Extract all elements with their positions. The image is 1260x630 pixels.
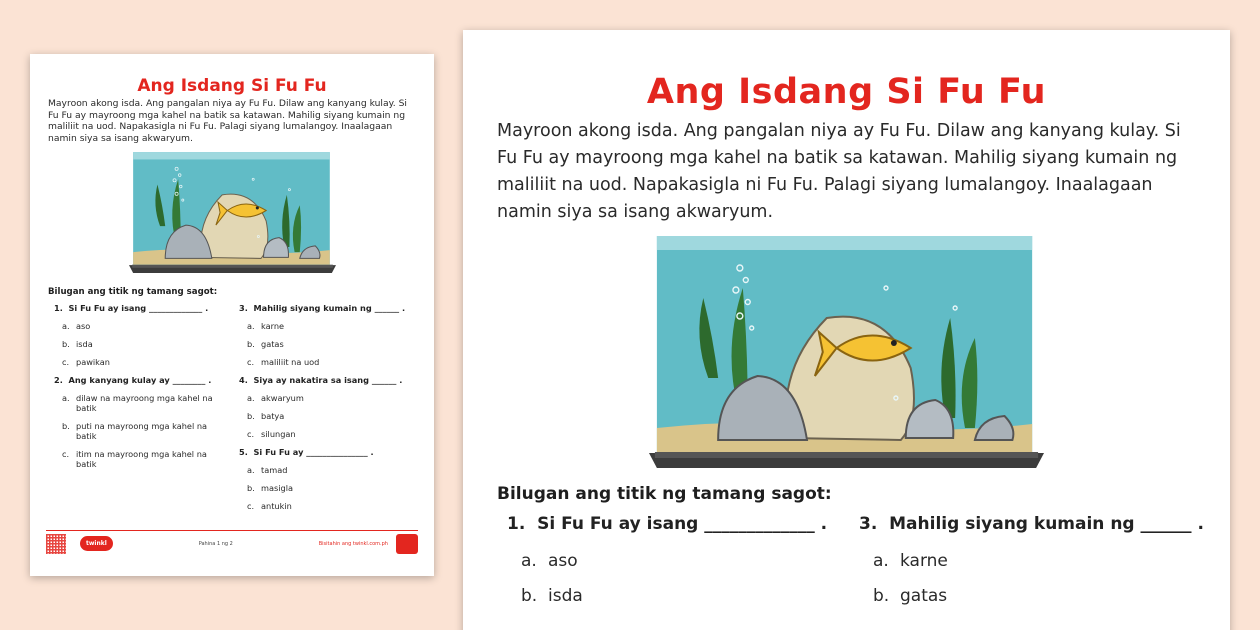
question-5 xyxy=(239,447,419,511)
choice-c[interactable] xyxy=(62,449,239,469)
choice-b[interactable] xyxy=(62,339,239,349)
choice-b[interactable] xyxy=(247,411,419,421)
questions-column-left xyxy=(54,303,239,519)
question-text: Si Fu Fu ay _______________ . xyxy=(253,447,374,458)
aquarium-image xyxy=(649,228,1044,468)
question-text: Ang kanyang kulay ay ________ . xyxy=(68,375,212,386)
worksheet-thumbnail xyxy=(30,54,434,576)
question-1 xyxy=(507,514,859,606)
question-text: Si Fu Fu ay isang _____________ . xyxy=(68,303,209,314)
choice-letter: b. xyxy=(873,586,890,606)
choice-letter: a. xyxy=(873,551,889,571)
choice-text: gatas xyxy=(261,339,284,350)
question-number: 1. xyxy=(54,303,63,314)
choice-text: antukin xyxy=(261,501,292,512)
question-text: Mahilig siyang kumain ng ______ . xyxy=(253,303,406,314)
question-1 xyxy=(54,303,239,367)
choice-letter: b. xyxy=(247,339,255,350)
site-link[interactable]: Bisitahin ang twinkl.com.ph xyxy=(318,540,388,547)
question-number: 5. xyxy=(239,447,248,458)
question-3 xyxy=(859,514,1211,606)
worksheet-title: Ang Isdang Si Fu Fu xyxy=(137,76,327,96)
questions-grid xyxy=(507,514,1230,621)
choice-b[interactable] xyxy=(62,421,239,441)
choice-letter: c. xyxy=(62,357,70,368)
choice-letter: a. xyxy=(62,393,70,404)
questions-grid xyxy=(54,303,434,519)
instructions: Bilugan ang titik ng tamang sagot: xyxy=(497,484,832,504)
choice-a[interactable] xyxy=(521,551,859,571)
choice-text: karne xyxy=(261,321,285,332)
instructions: Bilugan ang titik ng tamang sagot: xyxy=(48,287,218,298)
question-number: 4. xyxy=(239,375,248,386)
choice-text: silungan xyxy=(261,429,296,440)
page-number: Pahina 1 ng 2 xyxy=(198,540,233,547)
question-3 xyxy=(239,303,419,367)
question-number: 2. xyxy=(54,375,63,386)
choice-b[interactable] xyxy=(247,483,419,493)
qr-code-icon xyxy=(46,534,66,554)
questions-column-right xyxy=(859,514,1211,621)
question-2 xyxy=(54,375,239,469)
choice-text: isda xyxy=(548,586,583,606)
choice-letter: a. xyxy=(521,551,537,571)
choice-text: batya xyxy=(261,411,285,422)
question-text: Siya ay nakatira sa isang ______ . xyxy=(253,375,403,386)
choice-a[interactable] xyxy=(247,393,419,403)
choice-letter: a. xyxy=(247,321,255,332)
worksheet-title: Ang Isdang Si Fu Fu xyxy=(646,72,1047,112)
choice-letter: a. xyxy=(247,465,255,476)
choice-text: puti na mayroong mga kahel na batik xyxy=(76,421,208,442)
choice-text: karne xyxy=(900,551,948,571)
choice-letter: c. xyxy=(247,501,255,512)
choice-a[interactable] xyxy=(62,393,239,413)
choice-letter: c. xyxy=(247,357,255,368)
choice-text: akwaryum xyxy=(261,393,304,404)
page-footer xyxy=(46,530,418,556)
question-number: 3. xyxy=(239,303,248,314)
choice-letter: c. xyxy=(247,429,255,440)
questions-column-left xyxy=(507,514,859,621)
worksheet-zoomed xyxy=(463,30,1230,630)
choice-a[interactable] xyxy=(62,321,239,331)
aquarium-illustration xyxy=(30,148,434,273)
twinkl-logo: twinkl xyxy=(80,536,113,551)
question-text: Si Fu Fu ay isang _____________ . xyxy=(537,514,828,534)
aquarium-illustration xyxy=(463,228,1230,468)
choice-letter: b. xyxy=(62,421,70,432)
choice-letter: b. xyxy=(247,483,255,494)
question-number: 3. xyxy=(859,514,878,534)
choice-letter: b. xyxy=(521,586,538,606)
choice-a[interactable] xyxy=(247,321,419,331)
choice-letter: a. xyxy=(62,321,70,332)
choice-text: gatas xyxy=(900,586,948,606)
choice-b[interactable] xyxy=(247,339,419,349)
question-4 xyxy=(239,375,419,439)
choice-letter: b. xyxy=(247,411,255,422)
choice-letter: a. xyxy=(247,393,255,404)
choice-text: dilaw na mayroong mga kahel na batik xyxy=(76,393,213,414)
question-number: 1. xyxy=(507,514,526,534)
choice-b[interactable] xyxy=(873,586,1211,606)
story-text: Mayroon akong isda. Ang pangalan niya ay Fu Fu. Dilaw ang kanyang kulay. Si Fu Fu ay mayroong mga kahel na batik sa katawan. Mahilig siyang kumain ng maliliit na uod. Napakasigla ni Fu Fu. Palagi siyang lumalangoy. Inaalagaan namin siya sa isang akwaryum. xyxy=(497,121,1181,222)
choice-c[interactable] xyxy=(247,357,419,367)
choice-c[interactable] xyxy=(62,357,239,367)
choice-b[interactable] xyxy=(521,586,859,606)
choice-text: isda xyxy=(76,339,93,350)
choice-a[interactable] xyxy=(247,465,419,475)
choice-c[interactable] xyxy=(247,429,419,439)
choice-letter: b. xyxy=(62,339,70,350)
question-text: Mahilig siyang kumain ng ______ . xyxy=(889,514,1204,534)
choice-letter: c. xyxy=(62,449,70,460)
aquarium-image xyxy=(129,148,336,273)
questions-column-right xyxy=(239,303,419,519)
choice-text: masigla xyxy=(261,483,294,494)
choice-text: pawikan xyxy=(76,357,110,368)
choice-text: tamad xyxy=(261,465,288,476)
badge-icon xyxy=(396,534,418,554)
choice-text: aso xyxy=(548,551,578,571)
choice-text: itim na mayroong mga kahel na batik xyxy=(76,449,207,470)
choice-c[interactable] xyxy=(247,501,419,511)
story-text: Mayroon akong isda. Ang pangalan niya ay Fu Fu. Dilaw ang kanyang kulay. Si Fu Fu ay mayroong mga kahel na batik sa katawan. Mahilig siyang kumain ng maliliit na uod. Napakasigla ni Fu Fu. Palagi siyang lumalangoy. Inaalagaan namin siya sa isang akwaryum. xyxy=(48,98,407,144)
choice-text: aso xyxy=(76,321,91,332)
choice-text: maliliit na uod xyxy=(261,357,320,368)
choice-a[interactable] xyxy=(873,551,1211,571)
